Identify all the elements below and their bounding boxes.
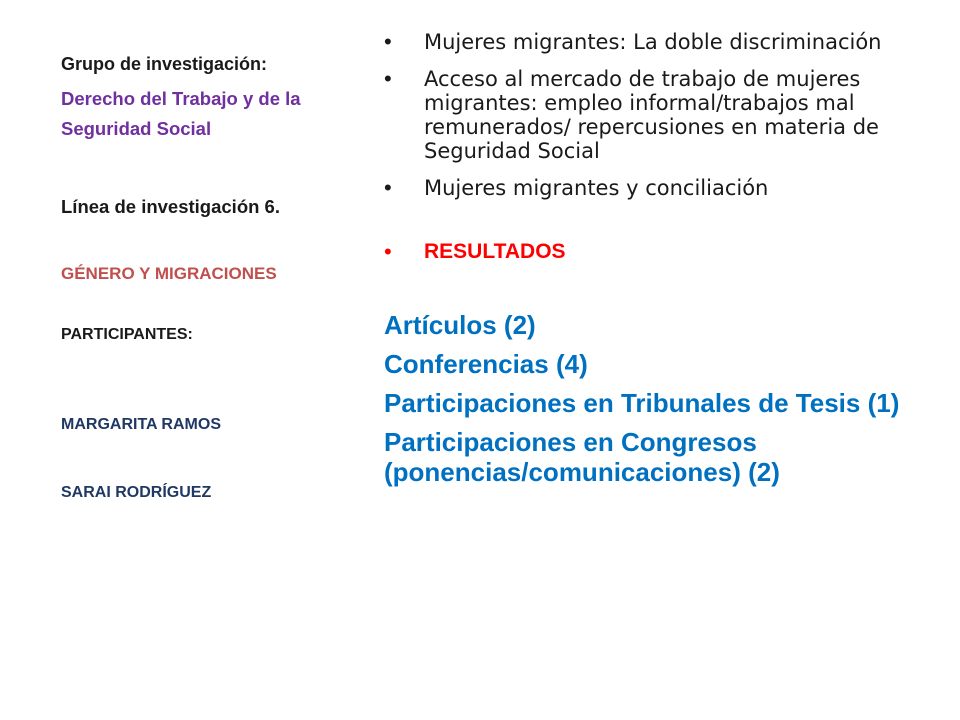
topic-item [384, 67, 904, 163]
results-list [384, 310, 904, 487]
participant-name: MARGARITA RAMOS [61, 416, 221, 433]
results-label: RESULTADOS [424, 240, 566, 263]
bullet-icon: • [384, 66, 392, 91]
participants-label: PARTICIPANTES: [61, 326, 193, 343]
result-item: Artículos (2) [384, 310, 536, 340]
topic-text: Mujeres migrantes y conciliación [424, 176, 769, 200]
bullet-icon: • [384, 239, 392, 264]
results-heading [384, 240, 904, 264]
bullet-icon: • [384, 29, 392, 54]
topic-item [384, 176, 904, 200]
topic-list [384, 30, 904, 200]
group-name: Derecho del Trabajo y de la Seguridad Social [61, 88, 301, 139]
topic-text: Acceso al mercado de trabajo de mujeres migrantes: empleo informal/trabajos mal remunerados/ repercusiones en materia de Seguridad Social [424, 67, 879, 163]
research-line-topic: GÉNERO Y MIGRACIONES [61, 264, 277, 283]
result-item: Conferencias (4) [384, 349, 588, 379]
group-label: Grupo de investigación: [61, 54, 268, 74]
research-line-label: Línea de investigación 6. [61, 196, 280, 217]
result-item: Participaciones en Congresos (ponencias/comunicaciones) (2) [384, 427, 780, 487]
result-item: Participaciones en Tribunales de Tesis (1) [384, 388, 900, 418]
right-column [384, 30, 904, 496]
participant-name: SARAI RODRÍGUEZ [61, 484, 212, 501]
bullet-icon: • [384, 175, 392, 200]
topic-item [384, 30, 904, 54]
topic-text: Mujeres migrantes: La doble discriminación [424, 30, 882, 54]
